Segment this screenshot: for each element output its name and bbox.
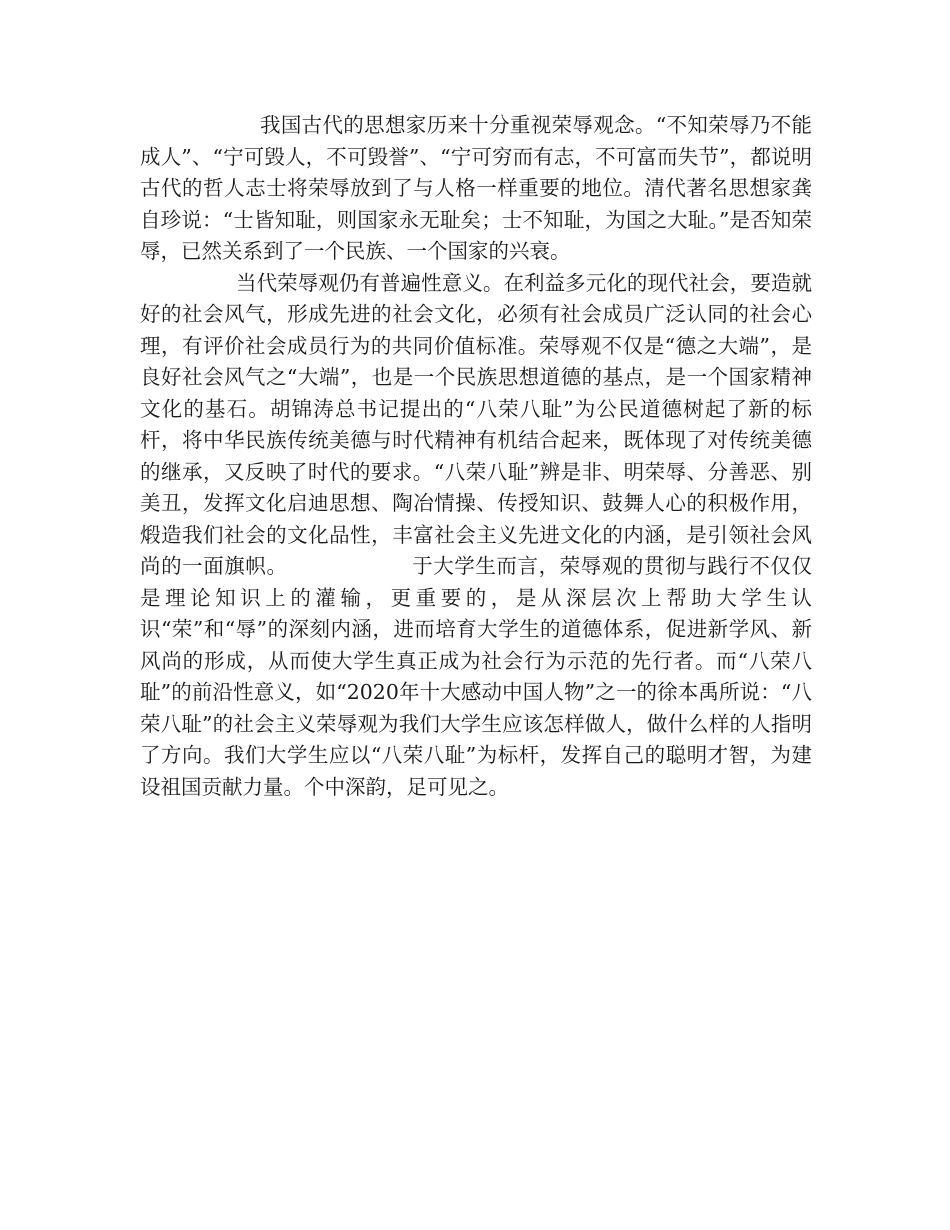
body-text bbox=[140, 110, 812, 803]
paragraph-ancient-thinkers: 我国古代的思想家历来十分重视荣辱观念。“不知荣辱乃不能成人”、“宁可毁人，不可毁誉”、“宁可穷而有志，不可富而失节”，都说明古代的哲人志士将荣辱放到了与人格一样重要的地位。清代著名思想家龚自珍说：“士皆知耻，则国家永无耻矣；士不知耻，为国之大耻。”是否知荣辱，已然关系到了一个民族、一个国家的兴衰。 bbox=[140, 113, 812, 263]
paragraph-college-students-text: 于大学生而言，荣辱观的贯彻与践行不仅仅是理论知识上的灌输，更重要的，是从深层次上帮助大学生认识“荣”和“辱”的深刻内涵，进而培育大学生的道德体系，促进新学风、新风尚的形成，从而使大学生真正成为社会行为示范的先行者。而“八荣八耻”的前沿性意义，如“2020年十大感动中国人物”之一的徐本禹所说：“八荣八耻”的社会主义荣辱观为我们大学生应该怎样做人，做什么样的人指明了方向。我们大学生应以“八荣八耻”为标杆，发挥自己的聪明才智，为建设祖国贡献力量。个中深韵，足可见之。 bbox=[140, 554, 813, 799]
paragraph-contemporary-view bbox=[140, 268, 812, 804]
paragraph-contemporary-view-text: 当代荣辱观仍有普遍性意义。在利益多元化的现代社会，要造就好的社会风气，形成先进的社会文化，必须有社会成员广泛认同的社会心理，有评价社会成员行为的共同价值标准。荣辱观不仅是“德之大端”，是良好社会风气之“大端”，也是一个民族思想道德的基点，是一个国家精神文化的基石。胡锦涛总书记提出的“八荣八耻”为公民道德树起了新的标杆，将中华民族传统美德与时代精神有机结合起来，既体现了对传统美德的继承，又反映了时代的要求。“八荣八耻”辨是非、明荣辱、分善恶、别美丑，发挥文化启迪思想、陶冶情操、传授知识、鼓舞人心的积极作用，煅造我们社会的文化品性，丰富社会主义先进文化的内涵，是引领社会风尚的一面旗帜。 bbox=[140, 270, 812, 578]
